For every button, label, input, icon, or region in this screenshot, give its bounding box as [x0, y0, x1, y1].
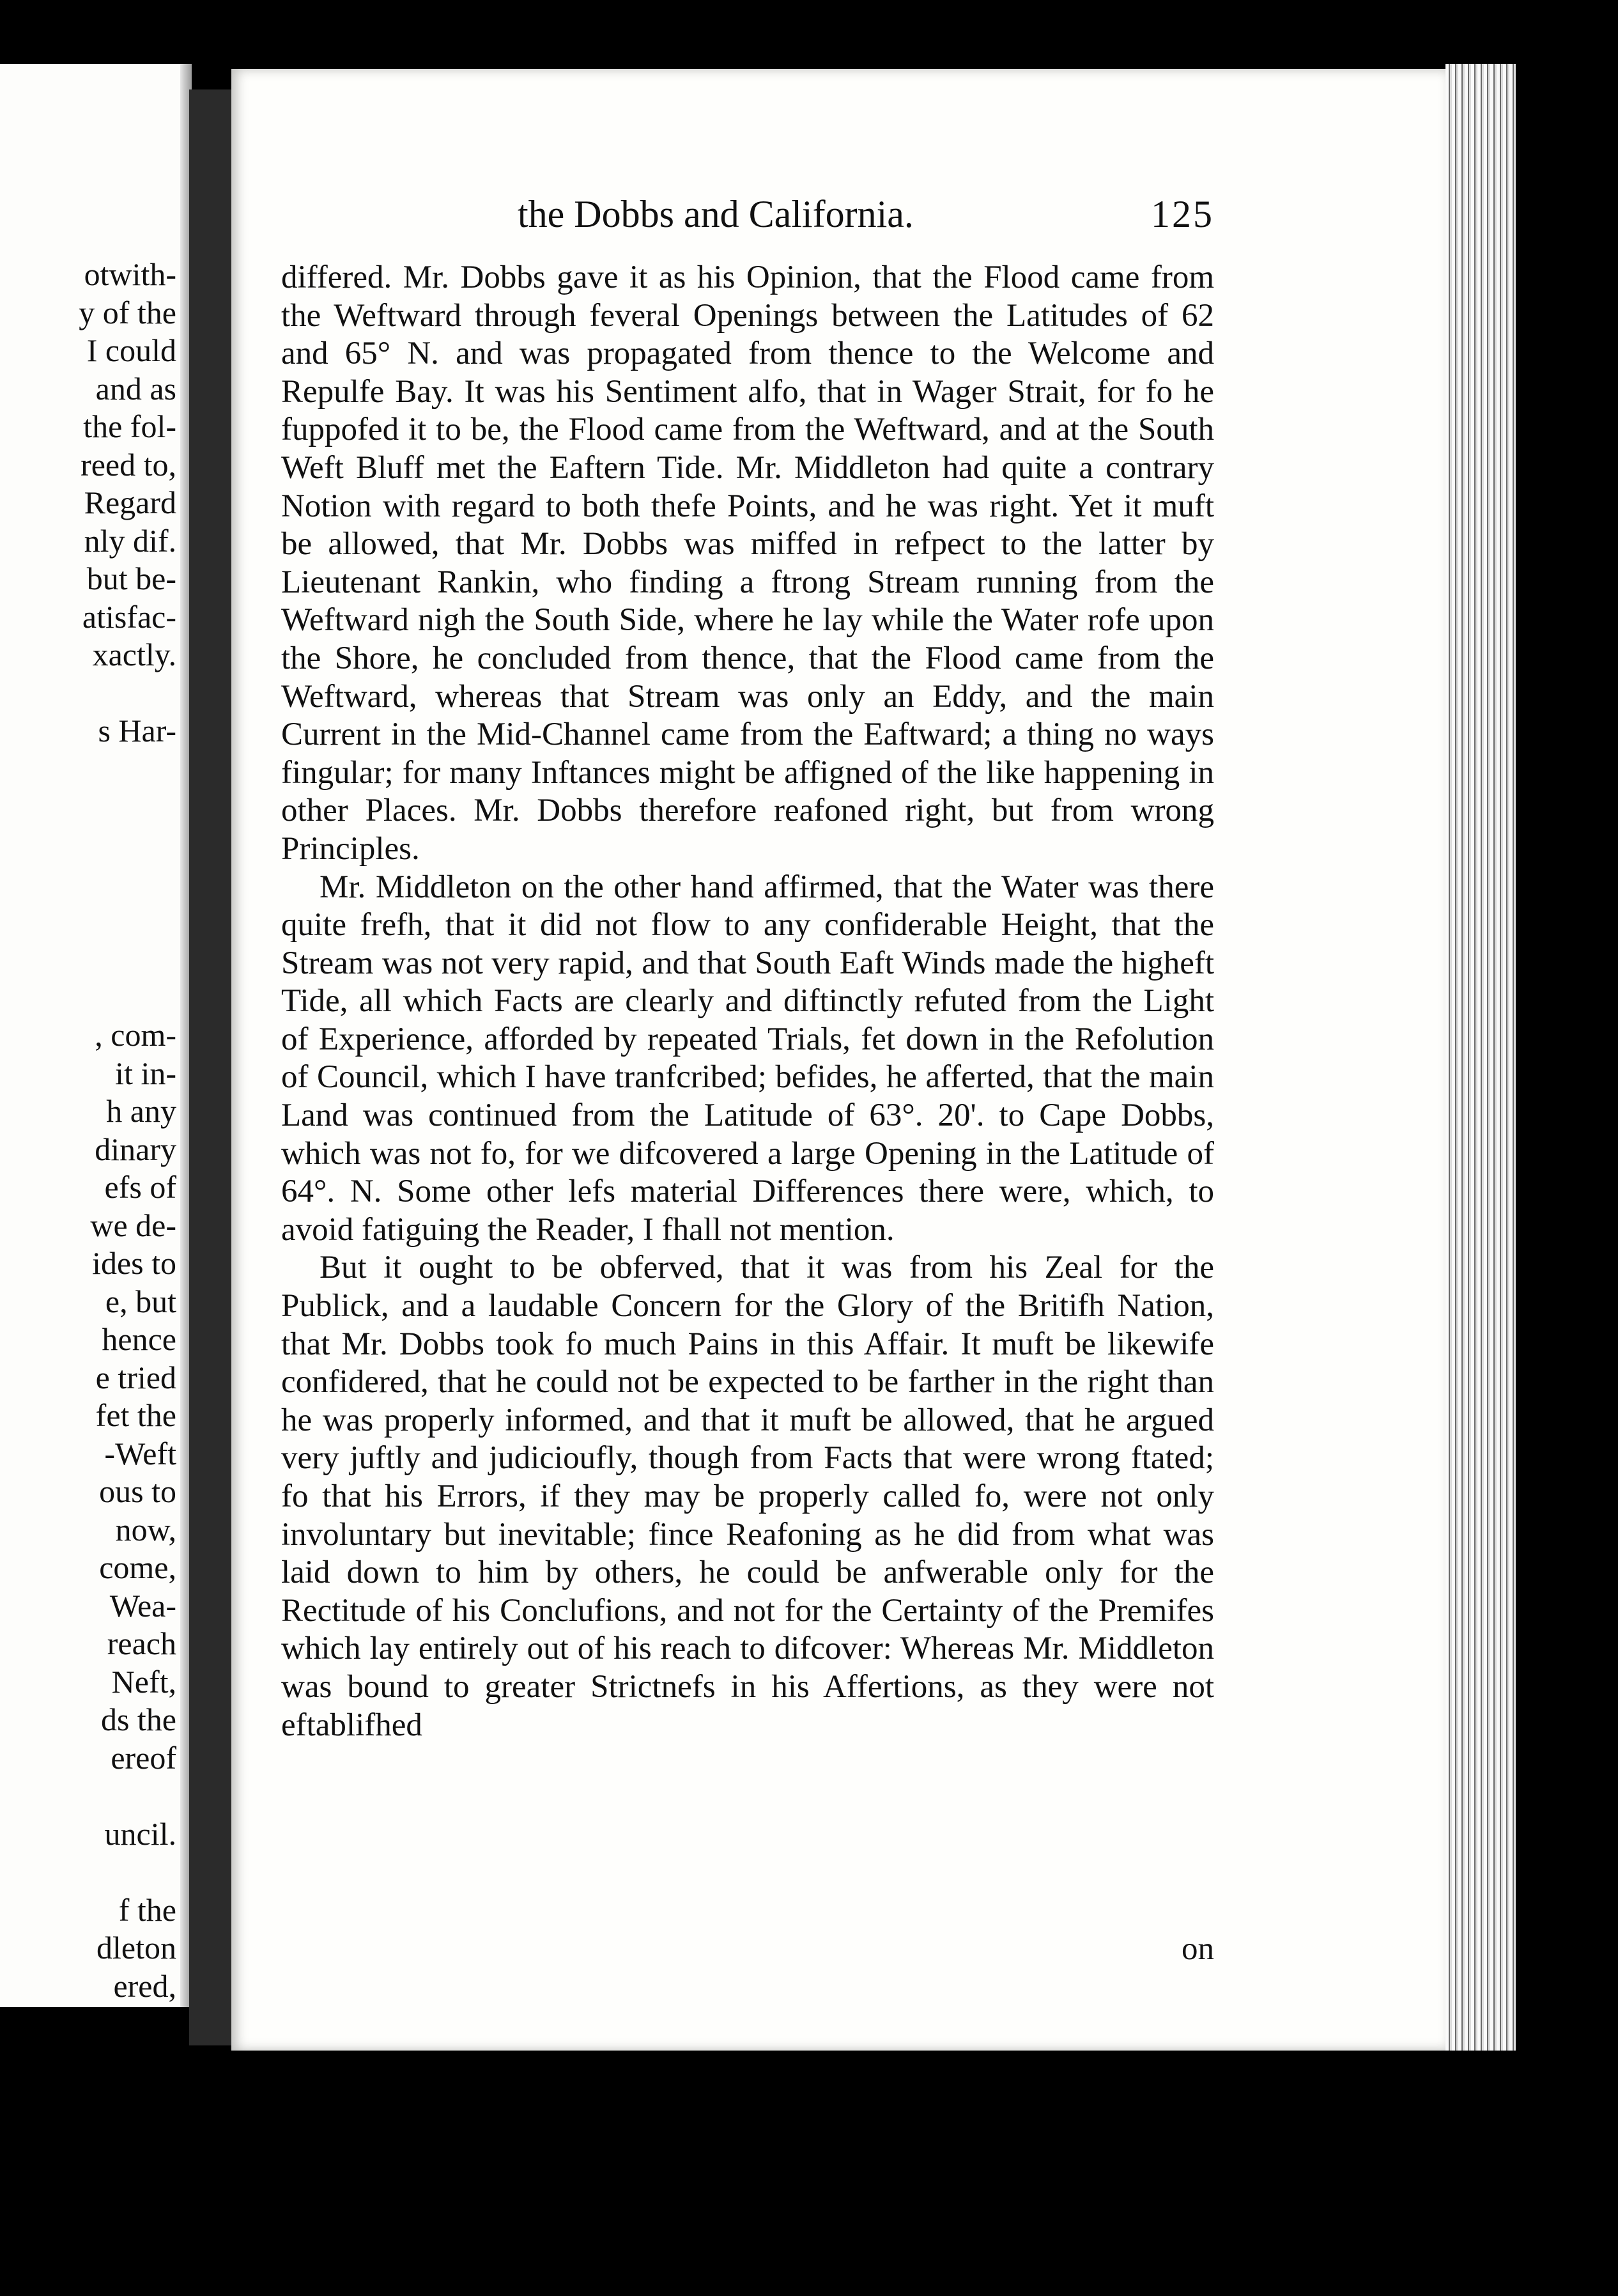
- left-page-line: ered,: [113, 1967, 176, 2004]
- left-page-line: [79, 788, 176, 826]
- left-page-line: [79, 864, 176, 903]
- left-page-line: Regard: [84, 485, 176, 520]
- left-page-line: ds the: [100, 1702, 176, 1737]
- left-page-line: but be-: [86, 561, 176, 596]
- left-page-line: [79, 903, 176, 941]
- left-page-line: ides to: [92, 1245, 176, 1281]
- page-edges: [1445, 64, 1516, 2051]
- left-page-line: e, but: [105, 1283, 176, 1319]
- left-page-line: fet the: [95, 1397, 176, 1433]
- left-page-line: [79, 750, 176, 789]
- left-page-line: Wea-: [109, 1587, 176, 1624]
- left-page-line: xactly.: [92, 637, 176, 672]
- left-page-line: uncil.: [104, 1815, 176, 1852]
- left-page-line: [79, 979, 176, 1017]
- left-page-line: f the: [118, 1891, 176, 1928]
- paragraph-3: But it ought to be obferved, that it was from his Zeal for the Publick, and a laudable Concern for the Glory of the Britifh Nation, that Mr. Dobbs took fo much Pains in this Affair. It muft be likewife confidered, that he could not be expected to be farther in the right than he was properly informed, and that it muft be allowed, that he argued very juftly and judicioufly, though from Facts that were wrong ftated; fo that his Errors, if they may be properly called fo, were not only involuntary but inevitable; fince Reafoning as he did from what was laid down to him by others, he could be anfwerable only for the Rectitude of his Conclufions, and not for the Certainty of the Premifes which lay entirely out of his reach to difcover: Whereas Mr. Middleton was bound to greater Strictnefs in his Affertions, as they were not eftablifhed: [281, 1250, 1214, 1743]
- main-text: [281, 259, 1214, 1744]
- left-page-line: dinary: [95, 1131, 176, 1167]
- left-page-line: the fol-: [83, 408, 176, 444]
- left-page-line: [79, 1777, 176, 1815]
- left-page-line: reach: [107, 1625, 176, 1661]
- running-title: the Dobbs and California.: [518, 193, 914, 235]
- catchword: on: [1182, 1931, 1214, 1967]
- left-page-line: it in-: [115, 1055, 176, 1091]
- left-page-line: now,: [115, 1511, 176, 1547]
- paragraph-2: Mr. Middleton on the other hand affirmed, that the Water was there quite frefh, that it did not flow to any confiderable Height, that the Stream was not very rapid, and that South Eaft Winds made the higheft Tide, all which Facts are clearly and diftinctly refuted from the Light of Experience, afforded by repeated Trials, fet down in the Refolution of Council, which I have tranfcribed; befides, he afferted, that the main Land was continued from the Latitude of 63°. 20'. to Cape Dobbs, which was not fo, for we difcovered a large Opening in the Latitude of 64°. N. Some other lefs material Differences there were, which, to avoid fatiguing the Reader, I fhall not mention.: [281, 869, 1214, 1248]
- left-page-line: Neft,: [111, 1663, 176, 1700]
- left-page-line: atisfac-: [82, 598, 176, 635]
- left-page-line: s Har-: [98, 713, 176, 749]
- left-page-line: [79, 1853, 176, 1891]
- left-page-line: hence: [102, 1321, 176, 1357]
- left-page: [0, 64, 192, 2007]
- left-page-line: [79, 674, 176, 713]
- left-page-line: and as: [95, 370, 176, 407]
- left-page-line: e tried: [95, 1359, 176, 1395]
- left-page-line: I could: [86, 332, 176, 368]
- left-page-line: h any: [106, 1093, 176, 1129]
- left-page-line: -Weft: [104, 1435, 176, 1471]
- left-page-line: [79, 826, 176, 865]
- left-page-line: [79, 940, 176, 979]
- left-page-line: otwith-: [84, 256, 176, 292]
- left-page-line: we de-: [90, 1207, 176, 1243]
- left-page-line: nly dif.: [84, 522, 176, 559]
- left-page-line: ereof: [111, 1739, 176, 1776]
- book-spine: [189, 89, 231, 2045]
- paragraph-1: differed. Mr. Dobbs gave it as his Opinion, that the Flood came from the Weftward through feveral Openings between the Latitudes of 62 and 65° N. and was propagated from thence to the Welcome and Repulfe Bay. It was his Sentiment alfo, that in Wager Strait, for fo he fuppofed it to be, the Flood came from the Weftward, and at the South Weft Bluff met the Eaftern Tide. Mr. Middleton had quite a contrary Notion with regard to both thefe Points, and he was right. Yet it muft be allowed, that Mr. Dobbs was miffed in refpect to the latter by Lieutenant Rankin, who finding a ftrong Stream running from the Weftward nigh the South Side, where he lay while the Water rofe upon the Shore, he concluded from thence, that the Flood came from the Weftward, whereas that Stream was only an Eddy, and the main Current in the Mid-Channel came from the Eaftward; a thing no ways fingular; for many Inftances might be affigned of the like happening in other Places. Mr. Dobbs therefore reafoned right, but from wrong Principles.: [281, 260, 1214, 867]
- left-page-line: ous to: [99, 1473, 176, 1509]
- left-page-line: come,: [99, 1549, 176, 1585]
- left-page-line: dleton: [96, 1930, 176, 1966]
- left-page-text: [79, 256, 176, 2005]
- left-page-line: , com-: [95, 1017, 176, 1053]
- left-page-line: efs of: [104, 1169, 176, 1205]
- page-number: 125: [1151, 193, 1214, 235]
- left-page-line: y of the: [79, 294, 176, 330]
- left-page-line: reed to,: [81, 446, 176, 483]
